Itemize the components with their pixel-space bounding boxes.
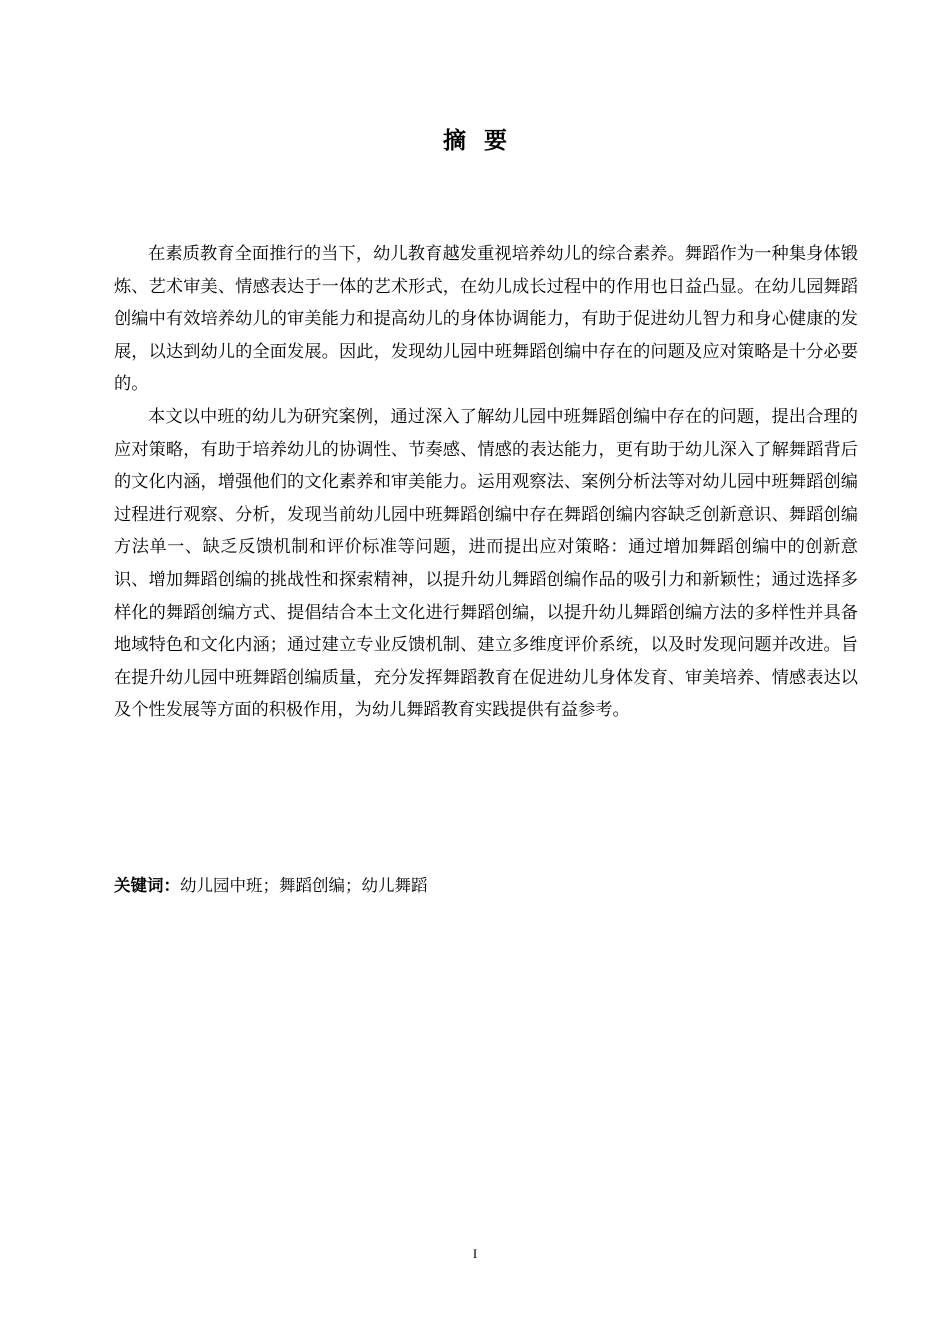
abstract-title: 摘要	[443, 128, 525, 154]
abstract-paragraph-2: 本文以中班的幼儿为研究案例，通过深入了解幼儿园中班舞蹈创编中存在的问题，提出合理的应对策略，有助于培养幼儿的协调性、节奏感、情感的表达能力，更有助于幼儿深入了解舞蹈背后的文化内涵，增强他们的文化素养和审美能力。运用观察法、案例分析法等对幼儿园中班舞蹈创编过程进行观察、分析，发现当前幼儿园中班舞蹈创编中存在舞蹈创编内容缺乏创新意识、舞蹈创编方法单一、缺乏反馈机制和评价标准等问题，进而提出应对策略：通过增加舞蹈创编中的创新意识、增加舞蹈创编的挑战性和探索精神，以提升幼儿舞蹈创编作品的吸引力和新颖性；通过选择多样化的舞蹈创编方式、提倡结合本土文化进行舞蹈创编，以提升幼儿舞蹈创编方法的多样性并具备地域特色和文化内涵；通过建立专业反馈机制、建立多维度评价系统，以及时发现问题并改进。旨在提升幼儿园中班舞蹈创编质量，充分发挥舞蹈教育在促进幼儿身体发育、审美培养、情感表达以及个性发展等方面的积极作用，为幼儿舞蹈教育实践提供有益参考。	[114, 406, 858, 721]
keywords-value: 幼儿园中班；舞蹈创编；幼儿舞蹈	[180, 876, 428, 895]
keywords-label: 关键词：	[114, 876, 180, 895]
page-number: I	[472, 1246, 478, 1261]
abstract-body	[114, 238, 858, 727]
abstract-paragraph-1: 在素质教育全面推行的当下，幼儿教育越发重视培养幼儿的综合素养。舞蹈作为一种集身体锻炼、艺术审美、情感表达于一体的艺术形式，在幼儿成长过程中的作用也日益凸显。在幼儿园舞蹈创编中有效培养幼儿的审美能力和提高幼儿的身体协调能力，有助于促进幼儿智力和身心健康的发展，以达到幼儿的全面发展。因此，发现幼儿园中班舞蹈创编中存在的问题及应对策略是十分必要的。	[114, 244, 858, 395]
keywords-line	[114, 870, 858, 902]
